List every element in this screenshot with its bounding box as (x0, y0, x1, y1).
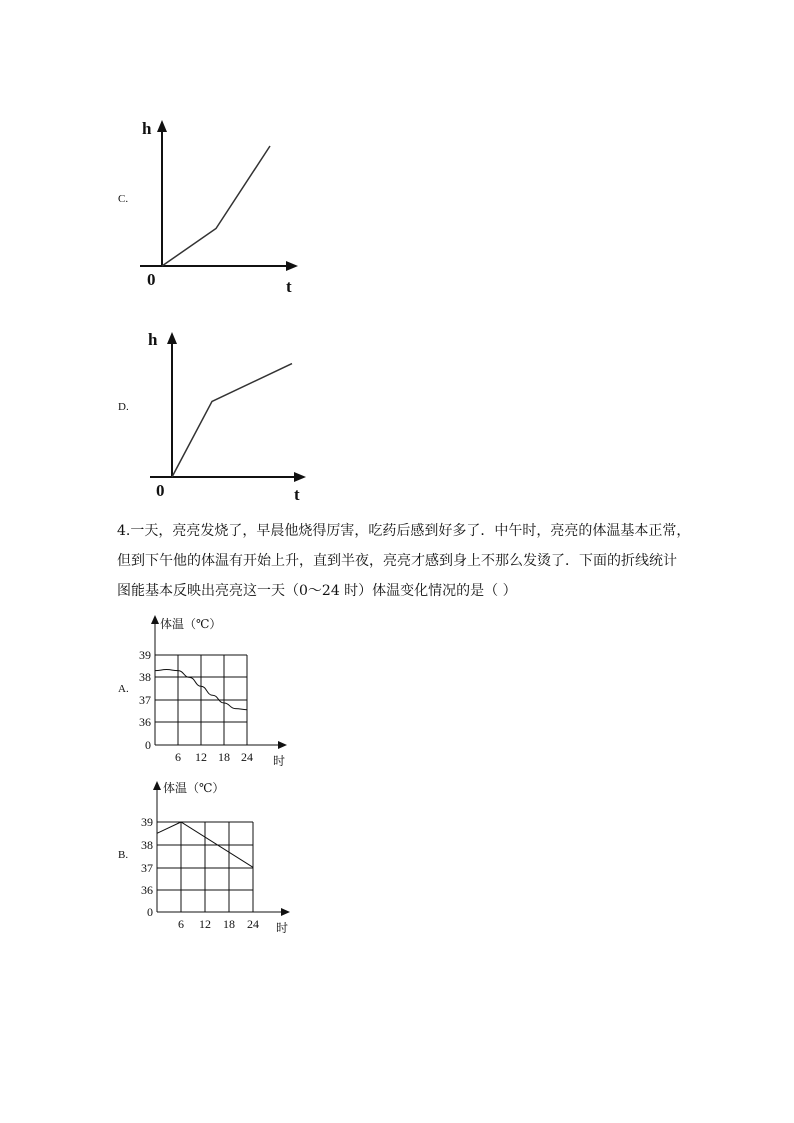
option-c-label: C. (118, 193, 129, 205)
chart-b-grid (157, 822, 253, 912)
y-tick-label: 38 (141, 838, 153, 852)
x-tick-label: 12 (199, 917, 211, 931)
chart-b-y-arrow (153, 781, 161, 790)
x-tick-label: 18 (218, 750, 230, 764)
y-tick-label: 36 (139, 715, 151, 729)
y-tick-label: 36 (141, 883, 153, 897)
chart-d-origin: 0 (156, 481, 165, 500)
option-b-label: B. (118, 849, 129, 861)
y-tick-label: 39 (139, 648, 151, 662)
x-tick-label: 24 (241, 750, 253, 764)
chart-b-x-title: 时 (276, 921, 289, 935)
x-tick-label: 6 (175, 750, 181, 764)
chart-d-y-label: h (148, 330, 158, 349)
chart-c-x-label: t (286, 277, 292, 296)
x-tick-label: 12 (195, 750, 207, 764)
option-a-label: A. (118, 683, 129, 695)
option-d-label: D. (118, 401, 129, 413)
x-tick-label: 18 (223, 917, 235, 931)
chart-c-y-label: h (142, 119, 152, 138)
chart-b-y-ticks (141, 815, 153, 919)
x-tick-label: 24 (247, 917, 259, 931)
y-tick-label: 0 (145, 738, 151, 752)
x-tick-label: 6 (178, 917, 184, 931)
question-4-line-3: 图能基本反映出亮亮这一天（0～24 时）体温变化情况的是（ ） (117, 583, 517, 599)
y-tick-label: 37 (139, 693, 151, 707)
chart-d-x-label: t (294, 485, 300, 504)
question-4-line-2: 但到下午他的体温有开始上升，直到半夜，亮亮才感到身上不那么发烫了．下面的折线统计 (117, 553, 677, 569)
chart-b-y-title: 体温（℃） (163, 781, 225, 795)
y-tick-label: 39 (141, 815, 153, 829)
chart-c-origin: 0 (147, 270, 156, 289)
question-4-line-1: 4.一天，亮亮发烧了，早晨他烧得厉害，吃药后感到好多了．中午时，亮亮的体温基本正常， (117, 523, 691, 539)
chart-b-x-ticks (178, 917, 259, 931)
chart-a-x-title: 时 (273, 754, 286, 768)
chart-b-x-arrow (281, 908, 290, 916)
y-tick-label: 0 (147, 905, 153, 919)
y-tick-label: 37 (141, 861, 153, 875)
y-tick-label: 38 (139, 670, 151, 684)
chart-a-y-title: 体温（℃） (160, 617, 222, 631)
